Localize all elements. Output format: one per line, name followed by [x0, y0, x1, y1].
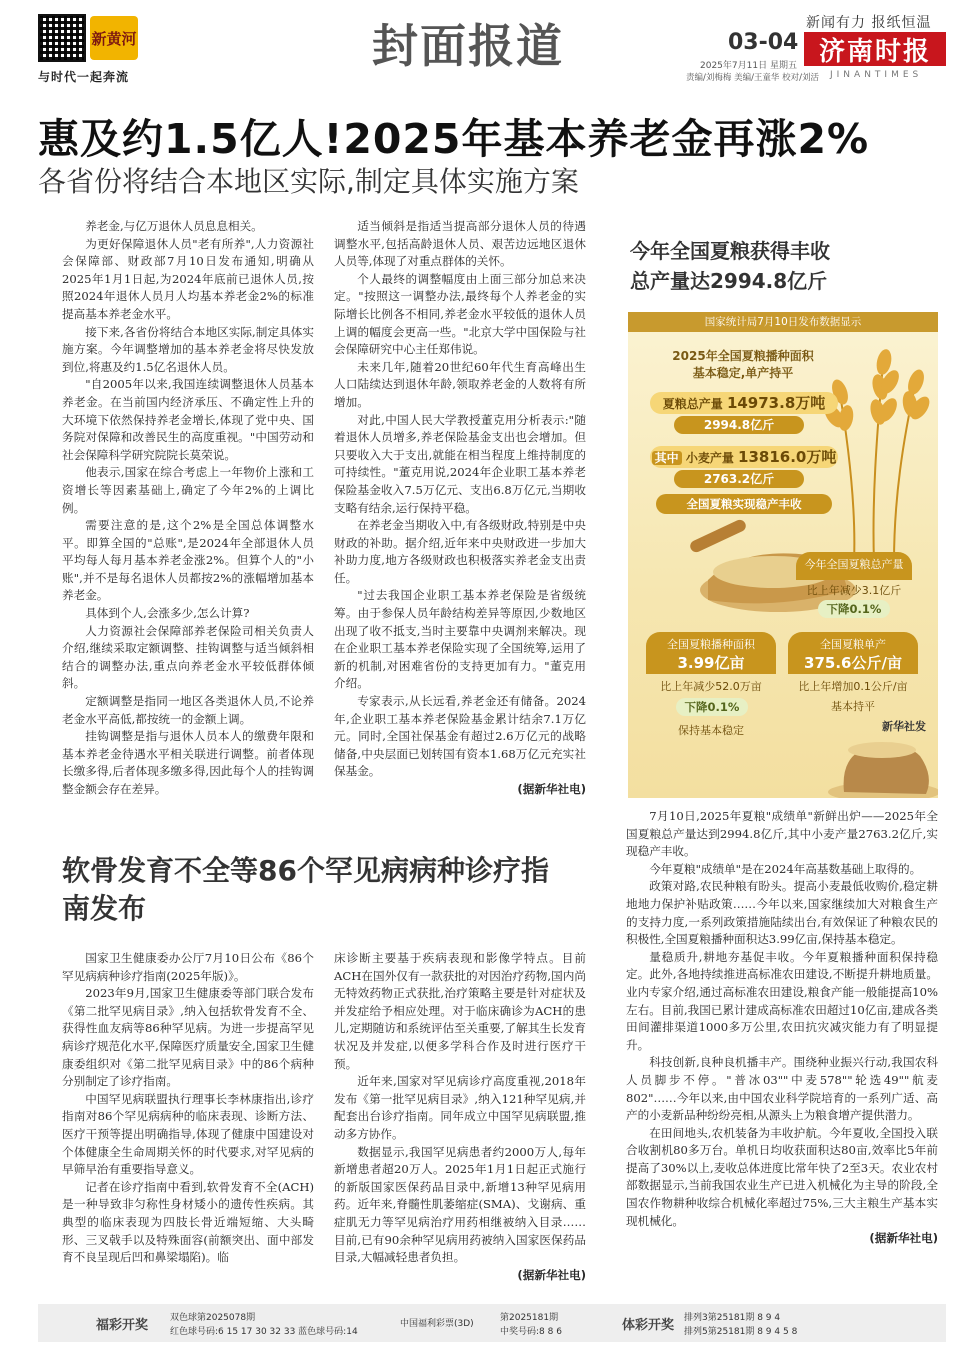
masthead [0, 0, 960, 92]
source-credit: (据新华社电) [517, 1267, 586, 1282]
ticai-title: 体彩开奖 [622, 1318, 675, 1333]
lottery-results-bar [38, 1304, 946, 1342]
rare-column-2 [334, 950, 586, 1284]
section-title: 封面报道 [372, 19, 564, 73]
paragraph: 为更好保障退休人员"老有所养",人力资源社会保障部、财政部7月10日发布通知,明确从2025年1月1日起,为2024年底前已退休人员,按照2024年退休人员月人均基本养老金2%的标准提高基本养老金水平。 [62, 236, 314, 321]
summer-total-value: 14973.8万吨 [726, 394, 826, 412]
wheat-output-pill [650, 446, 838, 468]
paragraph: 政策对路,农民种粮有盼头。提高小麦最低收购价,稳定耕地地力保护补贴政策……今年以来,国家继续加大对粮食生产的支持力度,一系列政策措施陆续出台,有效保证了种粮农民的积极性,全国夏粮播种面积达3.99亿亩,保持基本稳定。 [626, 879, 938, 947]
fc3d-issue: 第2025181期 [500, 1313, 559, 1323]
paragraph: 具体到个人,会涨多少,怎么计算? [85, 606, 250, 621]
grain-infographic [628, 312, 938, 798]
pl3-result: 排列3第25181期 8 9 4 [684, 1313, 781, 1323]
wheat-output-jin: 2763.2亿斤 [674, 470, 804, 488]
unit-yield-card [788, 632, 918, 674]
paragraph: 科技创新,良种良机播丰产。围绕种业振兴行动,我国农科人员脚步不停。"普冰03""中麦578""轮选49""航麦802"……今年以来,由中国农业科学院培育的一系列广适、高产的小麦新品种纷纷亮相,从源头上为粮食增产提供潜力。 [626, 1055, 938, 1123]
unit-yield-card-value: 375.6公斤/亩 [804, 654, 902, 672]
paragraph: 数据显示,我国罕见病患者约2000万人,每年新增患者超20万人。2025年1月1日起正式施行的新版国家医保药品目录中,新增13种罕见病用药。近年来,脊髓性肌萎缩症(SMA)、戈谢病、重症肌无力等罕见病治疗用药相继被纳入目录……目前,已有90余种罕见病用药被纳入国家医保药品目录,大幅减轻患者负担。 [334, 1144, 586, 1265]
sown-area-card-label: 全国夏粮播种面积 [667, 638, 755, 651]
rare-disease-headline-text: 软骨发育不全等86个罕见病病种诊疗指南发布 [62, 854, 549, 925]
paragraph: 个人最终的调整幅度由上面三部分加总来决定。"按照这一调整办法,最终每个人养老金的实际增长比例各不相同,养老金水平较低的退休人员上调的幅度会更高一些。"北京大学中国保险与社会保障研究中心主任郑伟说。 [334, 271, 586, 357]
summer-total-jin: 2994.8亿斤 [674, 416, 804, 434]
paragraph: "过去我国企业职工基本养老保险是省级统筹。由于参保人员年龄结构差异等原因,少数地区出现了收不抵支,当时主要靠中央调剂来解决。现在企业职工基本养老保险实现了全国统筹,运用了新的机制,对困难省份的支持更加有力。"董克用介绍。 [334, 588, 586, 691]
paper-name-english: JINANTIMES [830, 70, 923, 80]
wheat-label: 小麦产量 [685, 451, 734, 465]
grain-headline [630, 236, 830, 296]
brand-slogan: 与时代一起奔流 [38, 70, 130, 84]
paragraph: 2023年9月,国家卫生健康委等部门联合发布《第二批罕见病目录》,纳入包括软骨发育不全、获得性血友病等86种罕见病。为进一步提高罕见病诊疗规范化水平,保障医疗质量安全,国家卫生健康委组织对《第二批罕见病目录》中的86个病种分别制定了诊疗指南。 [62, 986, 314, 1089]
ssq-issue: 双色球第2025078期 [170, 1313, 256, 1323]
paragraph: 在田间地头,农机装备为丰收护航。今年夏收,全国投入联合收割机80多万台。单机日均收获面积达80亩,效率比5年前提高了30%以上,麦收总体进度比常年快了2至3天。农业农村部数据显示,当前我国农业生产已进入机械化为主导的阶段,全国农作物耕种收综合机械化率超过75%,三大主粮生产基本实现机械化。 [626, 1125, 938, 1228]
page-number: 03-04 [728, 30, 799, 55]
stable-harvest-text: 全国夏粮实现稳产丰收 [656, 494, 832, 514]
rare-disease-headline [62, 852, 552, 928]
total-output-pct: 下降0.1% [818, 600, 890, 618]
summer-total-label: 夏粮总产量 [662, 397, 723, 411]
grain-headline-line-2: 总产量达2994.8亿斤 [630, 269, 828, 293]
lead-headline: 惠及约1.5亿人!2025年基本养老金再涨2% [38, 115, 870, 163]
unit-yield-change: 比上年增加0.1公斤/亩 [798, 680, 908, 693]
paragraph: 定额调整是指同一地区各类退休人员,不论养老金水平高低,都按统一的金额上调。 [62, 694, 314, 726]
paragraph: 未来几年,随着20世纪60年代生育高峰出生人口陆续达到退休年龄,领取养老金的人数将有所增加。 [334, 359, 586, 409]
paragraph: 国家卫生健康委办公厅7月10日公布《86个罕见病病种诊疗指南(2025年版)》。 [62, 951, 314, 983]
sown-area-note: 保持基本稳定 [678, 724, 744, 737]
lead-column-2 [334, 218, 586, 799]
paragraph: 今年夏粮"成绩单"是在2024年高基数基础上取得的。 [649, 861, 922, 876]
paper-name-logo: 济南时报 [804, 32, 946, 66]
paragraph: 记者在诊疗指南中看到,软骨发育不全(ACH)是一种导致非匀称性身材矮小的遗传性疾病。其典型的临床表现为四肢长骨近端短缩、大头畸形、三叉戟手以及特殊面容(前额突出、面中部发育不良呈现后凹和鼻梁塌陷)。临 [62, 1179, 314, 1265]
paragraph: 量稳质升,耕地夯基促丰收。今年夏粮播种面积保持稳定。此外,各地持续推进高标准农田建设,不断提升耕地质量。业内专家介绍,通过高标准农田建设,粮食产能一般能提高10%左右。目前,我国已累计建成高标准农田超过10亿亩,建成各类田间灌排渠道1000多万公里,农田抗灾减灾能力有了明显提升。 [626, 949, 938, 1052]
paragraph: 养老金,与亿万退休人员息息相关。 [85, 219, 263, 233]
fc3d-name: 中国福利彩票(3D) [400, 1319, 474, 1329]
lead-column-1 [62, 218, 314, 799]
total-output-card [796, 552, 912, 580]
total-output-change: 比上年减少3.1亿斤 [806, 584, 902, 597]
qr-code-icon[interactable] [38, 14, 86, 62]
infographic-credit: 新华社发 [882, 720, 926, 733]
issue-date: 2025年7月11日 星期五 [700, 61, 797, 71]
sown-area-change: 比上年减少52.0万亩 [660, 680, 762, 693]
sown-area-pct: 下降0.1% [676, 698, 748, 716]
paragraph: 中国罕见病联盟执行理事长李林康指出,诊疗指南对86个罕见病病种的临床表现、诊断方法、医疗干预等提出明确指导,体现了健康中国建设对个体健康全生命周期关怀的时代要求,对罕见病的早筛早治有重要指导意义。 [62, 1091, 314, 1177]
unit-yield-card-label: 全国夏粮单产 [820, 638, 886, 651]
paragraph: 专家表示,从长远看,养老金还有储备。2024年,企业职工基本养老保险基金累计结余7.1万亿元。同时,全国社保基金有超过2.6万亿元的战略储备,中央层面已划转国有资本1.68万亿元充实社保基金。 [334, 694, 586, 779]
paragraph: 在养老金当期收入中,有各级财政,特别是中央财政的补助。据介绍,近年来中央财政进一步加大补助力度,地方各级财政也积极落实养老金支出责任。 [334, 518, 586, 585]
paragraph: 7月10日,2025年夏粮"成绩单"新鲜出炉——2025年全国夏粮总产量达到2994.8亿斤,其中小麦产量2763.2亿斤,实现稳产丰收。 [626, 809, 938, 859]
paragraph: 接下来,各省份将结合本地区实际,制定具体实施方案。今年调整增加的基本养老金将尽快发放到位,将惠及约1.5亿名退休人员。 [62, 324, 314, 374]
wheat-value: 13816.0万吨 [738, 448, 837, 466]
total-output-card-label: 今年全国夏粮总产量 [804, 558, 904, 571]
paragraph: 近年来,国家对罕见病诊疗高度重视,2018年发布《第一批罕见病目录》,纳入121种罕见病,并配套出台诊疗指南。同年成立中国罕见病联盟,推动多方协作。 [334, 1074, 586, 1141]
brand-logo: 新黄河 [90, 16, 138, 60]
pl5-result: 排列5第25181期 8 9 4 5 8 [684, 1327, 798, 1337]
staff-credits: 责编/刘梅梅 美编/王童华 校对/刘活 [686, 73, 819, 83]
grain-headline-line-1: 今年全国夏粮获得丰收 [630, 239, 830, 263]
rare-column-1 [62, 950, 314, 1267]
grain-sack-icon [824, 732, 938, 798]
sown-area-card [646, 632, 776, 674]
lead-subhead: 各省份将结合本地区实际,制定具体实施方案 [38, 165, 579, 198]
area-heading-1: 2025年全国夏粮播种面积 [672, 349, 814, 363]
unit-yield-note: 基本持平 [831, 700, 875, 713]
source-credit: (据新华社电) [869, 1231, 938, 1246]
sown-area-card-value: 3.99亿亩 [677, 654, 745, 672]
paragraph: 对此,中国人民大学教授董克用分析表示:"随着退休人员增多,养老保险基金支出也会增加。但只要收入大于支出,就能在相当程度上维持制度的可持续性。"董克用说,2024年企业职工基本养老保险基金收入7.5万亿元、支出6.8万亿元,当期收支略有结余,运行保持平稳。 [334, 412, 586, 515]
paragraph: 适当倾斜是指适当提高部分退休人员的待遇调整水平,包括高龄退休人员、艰苦边远地区退休人员等,体现了对重点群体的关怀。 [334, 219, 586, 269]
source-credit: (据新华社电) [517, 782, 586, 796]
grain-column [626, 808, 938, 1248]
paper-motto: 新闻有力 报纸恒温 [806, 15, 932, 31]
summer-total-pill [650, 392, 838, 414]
paragraph: 人力资源社会保障部养老保险司相关负责人介绍,继续采取定额调整、挂钩调整与适当倾斜相结合的调整办法,重点向养老金水平较低群体倾斜。 [62, 623, 314, 691]
ssq-numbers: 红色球号码:6 15 17 30 32 33 蓝色球号码:14 [170, 1327, 358, 1337]
paragraph: 他表示,国家在综合考虑上一年物价上涨和工资增长等因素基础上,确定了今年2%的上调比例。 [62, 465, 314, 515]
area-heading-2: 基本稳定,单产持平 [692, 366, 794, 380]
fucai-title: 福彩开奖 [96, 1318, 149, 1333]
wheat-prefix: 其中 [652, 451, 682, 465]
paragraph: 需要注意的是,这个2%是全国总体调整水平。即算全国的"总账",是2024年全部退休人员平均每人每月基本养老金涨2%。但算个人的"小账",并不是每名退休人员都按2%的涨幅增加基本养老金。 [62, 518, 314, 603]
paragraph: 床诊断主要基于疾病表现和影像学特点。目前ACH在国外仅有一款获批的对因治疗药物,国内尚无特效药物正式获批,治疗策略主要是针对症状及并发症给予相应处理。对于临床确诊为ACH的患儿,定期随访和系统评估至关重要,了解其生长发育状况及并发症,以便多学科合作及时进行医疗干预。 [334, 951, 586, 1071]
infographic-banner: 国家统计局7月10日发布数据显示 [628, 312, 938, 332]
paragraph: 挂钩调整是指与退休人员本人的缴费年限和基本养老金待遇水平相关联进行调整。前者体现长缴多得,后者体现多缴多得,因此每个人的挂钩调整金额会存在差异。 [62, 729, 314, 796]
paragraph: "自2005年以来,我国连续调整退休人员基本养老金。在当前国内经济承压、不确定性上升的大环境下依然保持养老金增长,体现了党中央、国务院对保障和改善民生的高度重视。"中国劳动和社会保障科学研究院院长莫荣说。 [62, 377, 314, 462]
fc3d-numbers: 中奖号码:8 8 6 [500, 1327, 562, 1337]
